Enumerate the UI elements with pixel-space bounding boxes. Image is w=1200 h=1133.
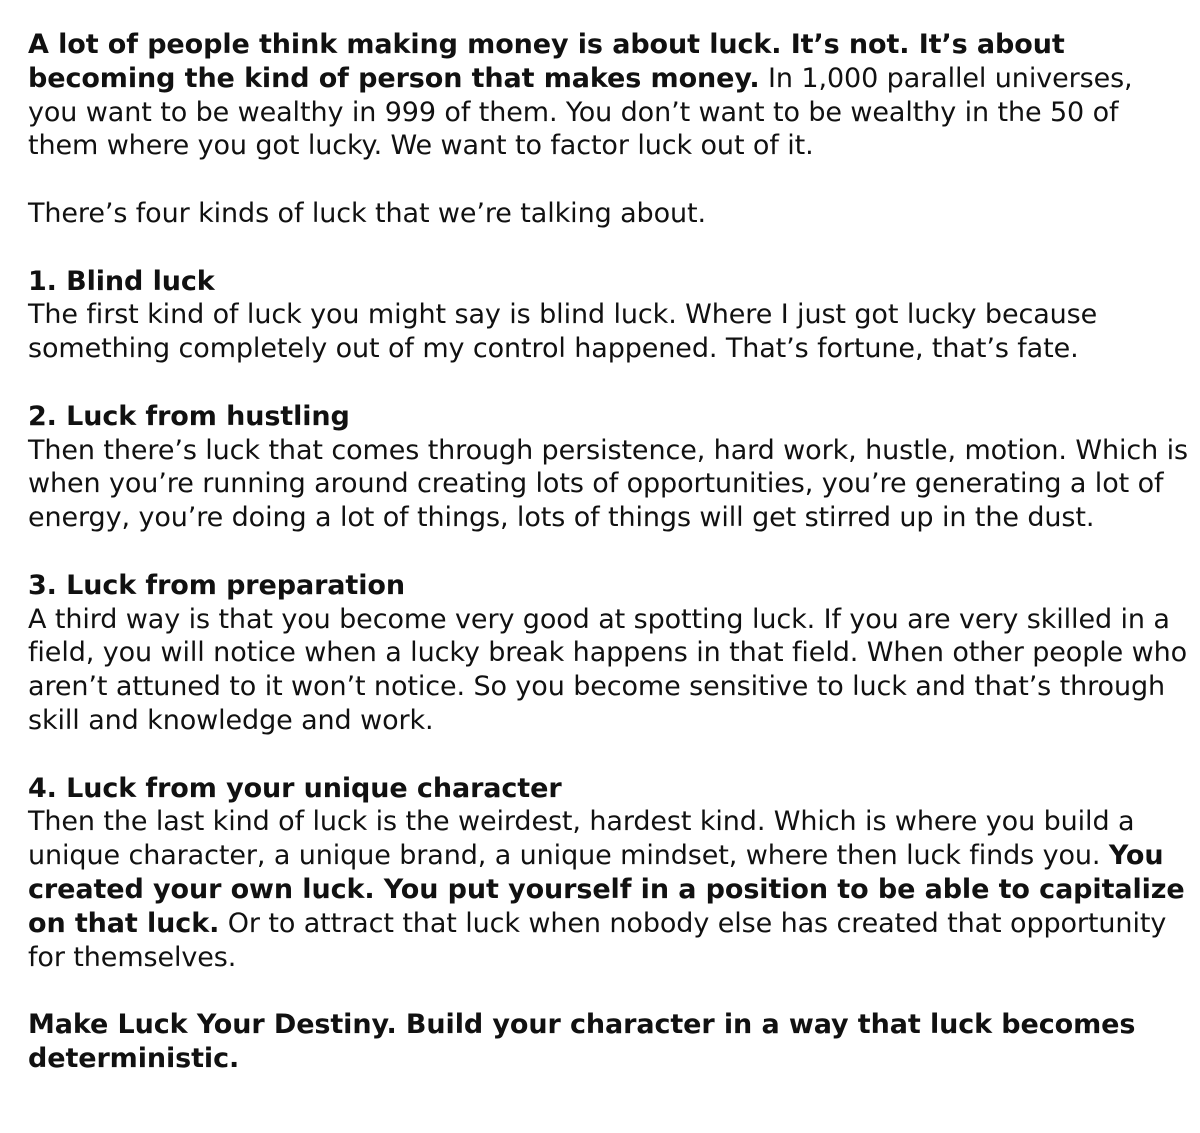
section-body: Then there’s luck that comes through persistence, hard work, hustle, motion. Which is when you’re running around creating lots of opportunities, you’re generating a lot of energy, you’re doing a lot of things, lots of things will get stirred up in the dust. [28,434,1188,534]
section-body-end: Or to attract that luck when nobody else has created that opportunity for themselves. [28,907,1167,973]
intro-bold-text: A lot of people think making money is about luck. It’s not. It’s about becoming the kind of person that makes money. [28,29,1065,94]
section-luck-from-hustling [28,400,1188,535]
section-heading: 1. Blind luck [28,265,215,297]
section-body-bold: You created your own luck. You put yourself in a position to be able to capitalize on that luck. [28,840,1185,939]
section-blind-luck [28,265,1188,366]
section-luck-from-preparation [28,569,1188,738]
intro-paragraph [28,28,1188,163]
section-body: A third way is that you become very good at spotting luck. If you are very skilled in a field, you will notice when a lucky break happens in that field. When other people who aren’t attuned to it won’t notice. So you become sensitive to luck and that’s through skill and knowledge and work. [28,603,1188,736]
section-heading: 2. Luck from hustling [28,400,350,432]
section-heading: 3. Luck from preparation [28,569,405,601]
section-heading: 4. Luck from your unique character [28,772,562,804]
document-body [28,28,1188,1076]
conclusion-paragraph [28,1008,1188,1076]
conclusion-text: Make Luck Your Destiny. Build your character in a way that luck becomes deterministic. [28,1009,1136,1074]
intro-text: In 1,000 parallel universes, you want to be wealthy in 999 of them. You don’t want to be wealthy in the 50 of them where you got lucky. We want to factor luck out of it. [28,62,1133,162]
section-luck-from-unique-character [28,772,1188,975]
section-body-start: Then the last kind of luck is the weirdest, hardest kind. Which is where you build a unique character, a unique brand, a unique mindset, where then luck finds you. [28,806,1135,872]
kinds-intro-paragraph: There’s four kinds of luck that we’re talking about. [28,197,706,229]
section-body: The first kind of luck you might say is blind luck. Where I just got lucky because something completely out of my control happened. That’s fortune, that’s fate. [28,299,1098,365]
